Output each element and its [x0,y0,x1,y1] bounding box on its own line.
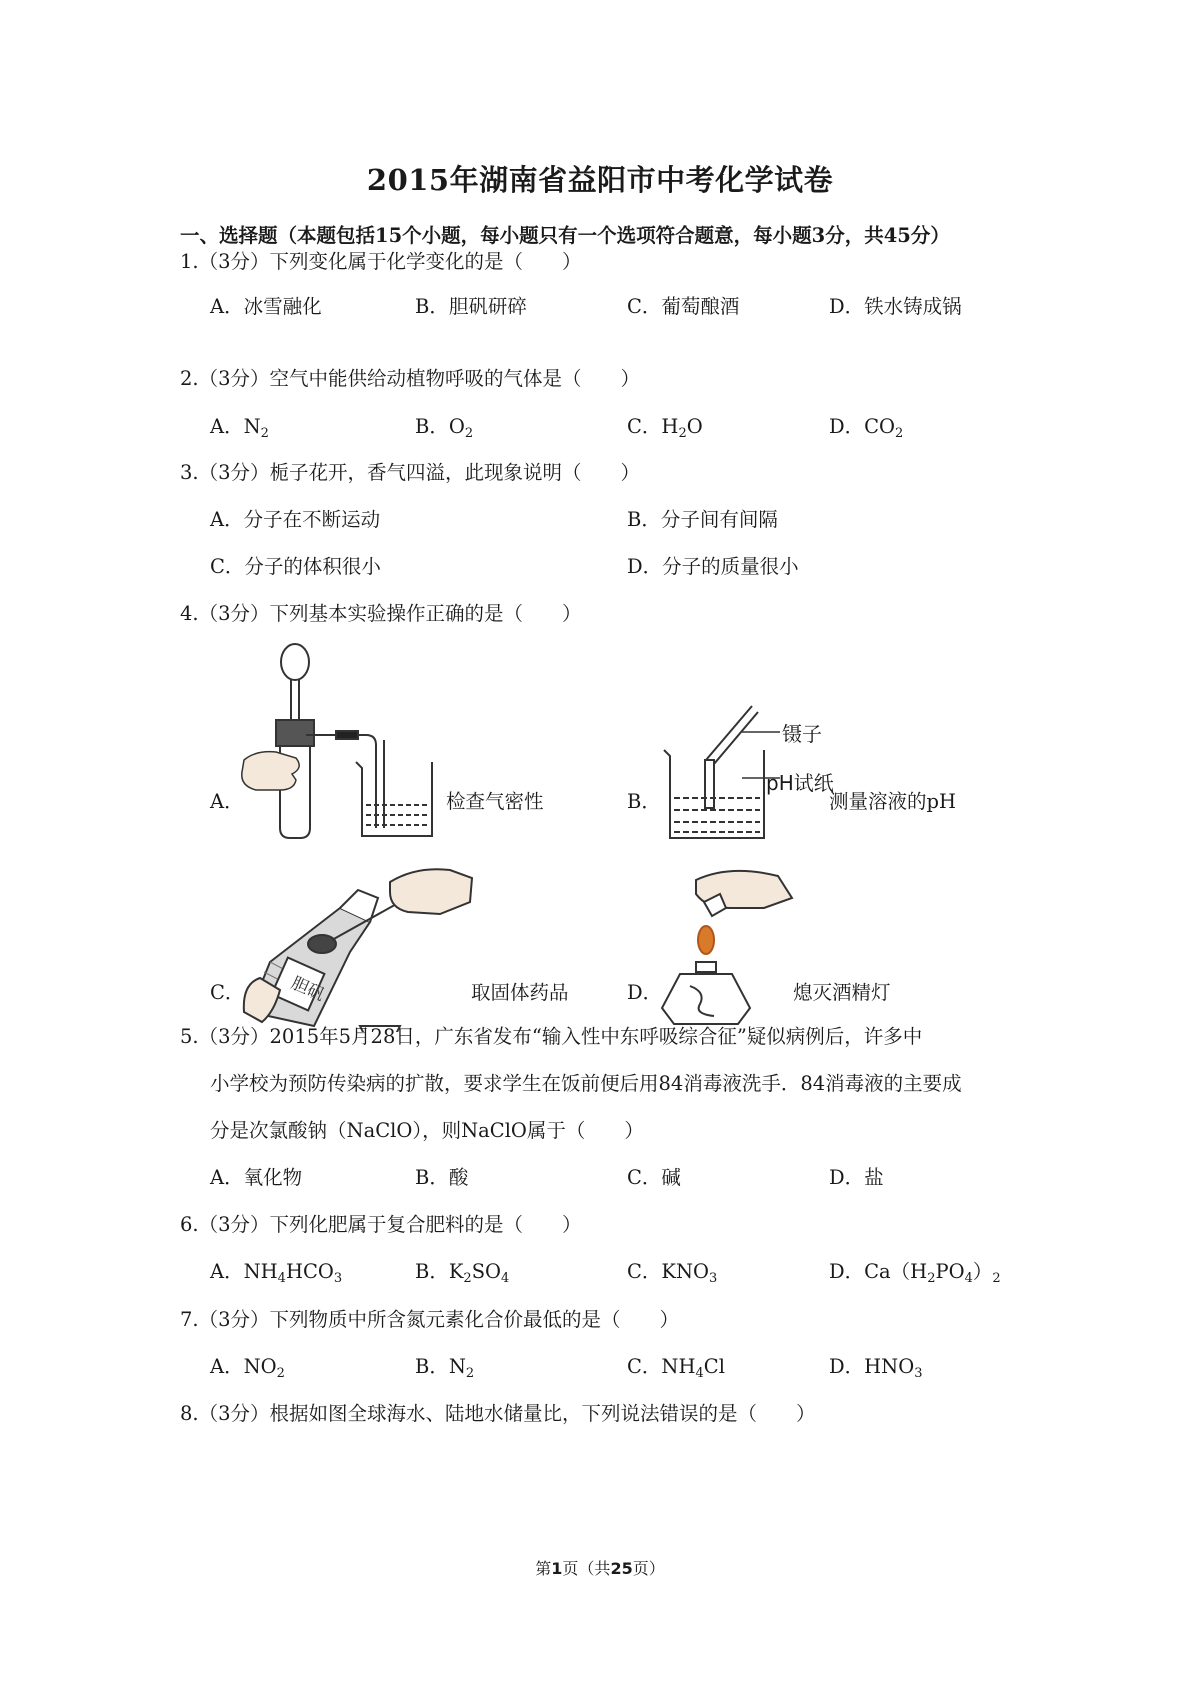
question-7-stem: 7.（3分）下列物质中所含氮元素化合价最低的是（ ） [180,1308,680,1331]
q2-option-a: A．$N_2$ [210,415,269,441]
q4-option-c-caption: 取固体药品 [471,981,569,1004]
question-5-stem-line3: 分是次氯酸钠（NaClO），则NaClO属于（ ） [210,1119,644,1142]
q1-option-c: C．葡萄酿酒 [627,295,740,318]
question-3-stem: 3.（3分）栀子花开，香气四溢，此现象说明（ ） [180,461,641,484]
q4-option-d-caption: 熄灭酒精灯 [793,981,891,1004]
q4-b-label-tweezers: 镊子 [782,722,822,746]
page-title: 2015年湖南省益阳市中考化学试卷 [366,163,834,197]
q3-option-c: C．分子的体积很小 [210,555,381,578]
question-8-stem: 8.（3分）根据如图全球海水、陆地水储量比，下列说法错误的是（ ） [180,1402,816,1425]
q4-option-d-letter: D． [627,981,663,1004]
page-number: 1 [551,1559,563,1578]
q6-option-d: D．$Ca(H_2PO_4)_2$ [829,1260,1001,1286]
q4-option-c-letter: C． [210,981,245,1004]
q5-option-b: B．酸 [415,1166,469,1189]
q3-option-b: B．分子间有间隔 [627,508,778,531]
question-1-stem: 1.（3分）下列变化属于化学变化的是（ ） [180,250,582,273]
q2-option-c: C．$H_2O$ [627,415,703,441]
q7-option-c: C．$NH_4Cl$ [627,1355,725,1381]
q4-d-alcohol-lamp-figure [660,868,800,1028]
question-2-stem: 2.（3分）空气中能供给动植物呼吸的气体是（ ） [180,367,641,390]
q4-a-airtightness-figure [236,640,436,840]
question-5-stem-line2: 小学校为预防传染病的扩散，要求学生在饭前便后用84消毒液洗手．84消毒液的主要成 [210,1072,962,1095]
q4-c-bottle-label: 胆矾 [288,973,328,1006]
page-total: 25 [610,1559,633,1578]
q6-option-c: C．$KNO_3$ [627,1260,718,1286]
q4-option-a-caption: 检查气密性 [446,790,544,813]
q5-option-c: C．碱 [627,1166,681,1189]
question-5-stem-line1: 5.（3分）2015年5月28日，广东省发布“输入性中东呼吸综合征”疑似病例后，许多中 [180,1025,923,1048]
q1-option-b: B．胆矾研碎 [415,295,527,318]
section-heading: 一、选择题（本题包括15个小题，每小题只有一个选项符合题意，每小题3分，共45分） [180,224,950,247]
q4-option-b-caption: 测量溶液的pH [829,790,956,813]
q2-option-d: D．$CO_2$ [829,415,904,441]
q4-c-reagent-figure [240,862,480,1032]
q7-option-d: D．$HNO_3$ [829,1355,923,1381]
q6-option-a: A．$NH_4HCO_3$ [210,1260,343,1286]
q6-option-b: B．$K_2SO_4$ [415,1260,510,1286]
q5-option-a: A．氧化物 [210,1166,303,1189]
question-4-stem: 4.（3分）下列基本实验操作正确的是（ ） [180,602,582,625]
q7-option-a: A．$NO_2$ [210,1355,285,1381]
q1-option-d: D．铁水铸成锅 [829,295,962,318]
q4-option-b-letter: B． [627,790,661,813]
q1-option-a: A．冰雪融化 [210,295,322,318]
q3-option-d: D．分子的质量很小 [627,555,799,578]
q7-option-b: B．$N_2$ [415,1355,475,1381]
q3-option-a: A．分子在不断运动 [210,508,381,531]
q5-option-d: D．盐 [829,1166,884,1189]
page-footer: 第1页（共25页） [535,1559,665,1578]
q4-option-a-letter: A． [210,790,244,813]
q2-option-b: B．$O_2$ [415,415,474,441]
q4-b-label-ph-paper: pH试纸 [766,771,834,795]
question-6-stem: 6.（3分）下列化肥属于复合肥料的是（ ） [180,1213,582,1236]
